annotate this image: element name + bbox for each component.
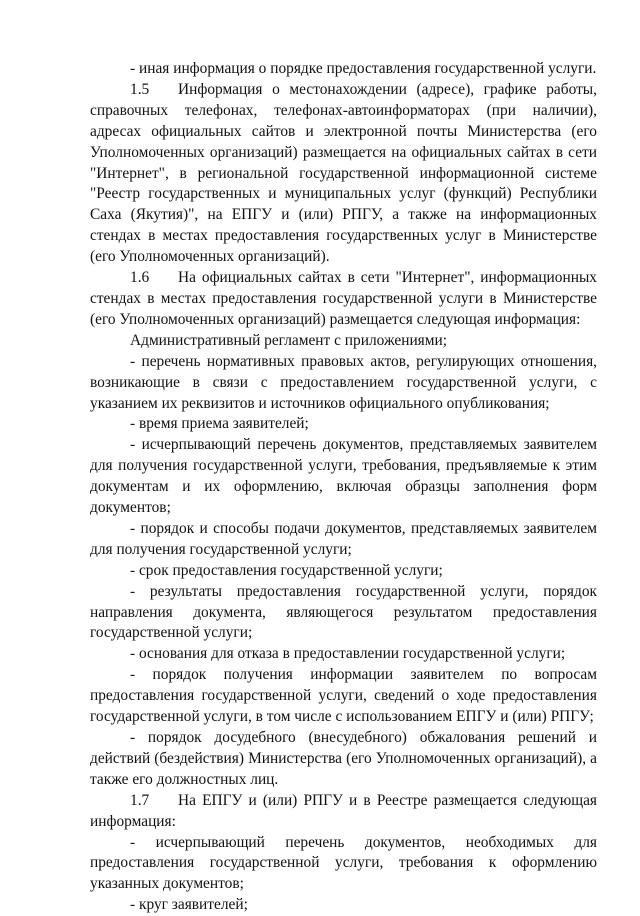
section-text: На ЕПГУ и (или) РПГУ и в Реестре размещается следующая информация: (90, 791, 597, 830)
list-item: Административный регламент с приложениями; (130, 331, 448, 349)
list-item: - время приема заявителей; (130, 415, 309, 433)
list-item: - перечень нормативных правовых актов, регулирующих отношения, возникающие в связи с предоставлением государственной услуги, с указанием их реквизитов и источников официального опубликования; (90, 352, 597, 412)
list-item: - порядок получения информации заявителем по вопросам предоставления государственной услуги, сведений о ходе предоставления государственной услуги, в том числе с использованием ЕПГУ и (или) РПГУ; (90, 666, 597, 726)
list-item: - порядок и способы подачи документов, представляемых заявителем для получения государственной услуги; (90, 519, 597, 558)
list-item: - результаты предоставления государственной услуги, порядок направления документа, являющегося результатом предоставления государственной услуги; (90, 582, 597, 642)
section-text: На официальных сайтах в сети "Интернет", информационных стендах в местах предоставления государственной услуги в Министерстве (его Уполномоченных организаций) размещается следующая информация: (90, 269, 597, 328)
section-number: 1.7 (130, 791, 150, 809)
list-item: - срок предоставления государственной услуги; (130, 561, 443, 579)
list-item: - исчерпывающий перечень документов, необходимых для предоставления государственной услуги, требования к оформлению указанных документов; (90, 833, 597, 893)
section-1-6 (90, 268, 597, 331)
list-item: - основания для отказа в предоставлении государственной услуги; (130, 645, 566, 663)
section-text: Информация о местонахождении (адресе), графике работы, справочных телефонах, телефонах-автоинформаторах (при наличии), адресах официальных сайтов и электронной почты Министерства (его Уполномоченных организаций) размещается на официальных сайтах в сети "Интернет", в региональной государственной информационной системе "Реестр государственных и муниципальных услуг (функций) Республики Саха (Якутия)", на ЕПГУ и (или) РПГУ, а также на информационных стендах в местах предоставления государственных услуг в Министерстве (его Уполномоченных организаций). (90, 80, 597, 266)
document-page (90, 59, 597, 916)
section-number: 1.5 (130, 80, 150, 98)
list-item: - исчерпывающий перечень документов, представляемых заявителем для получения государственной услуги, требования, предъявляемые к этим документам и их оформлению, включая образцы заполнения форм документов; (90, 436, 597, 517)
section-1-5 (90, 80, 597, 268)
section-number: 1.6 (130, 269, 150, 287)
list-item: - порядок досудебного (внесудебного) обжалования решений и действий (бездействия) Министерства (его Уполномоченных организаций), а также его должностных лиц. (90, 729, 597, 788)
list-item: - круг заявителей; (130, 896, 248, 914)
section-1-7 (90, 791, 597, 833)
paragraph-other-info: - иная информация о порядке предоставления государственной услуги. (130, 60, 597, 77)
